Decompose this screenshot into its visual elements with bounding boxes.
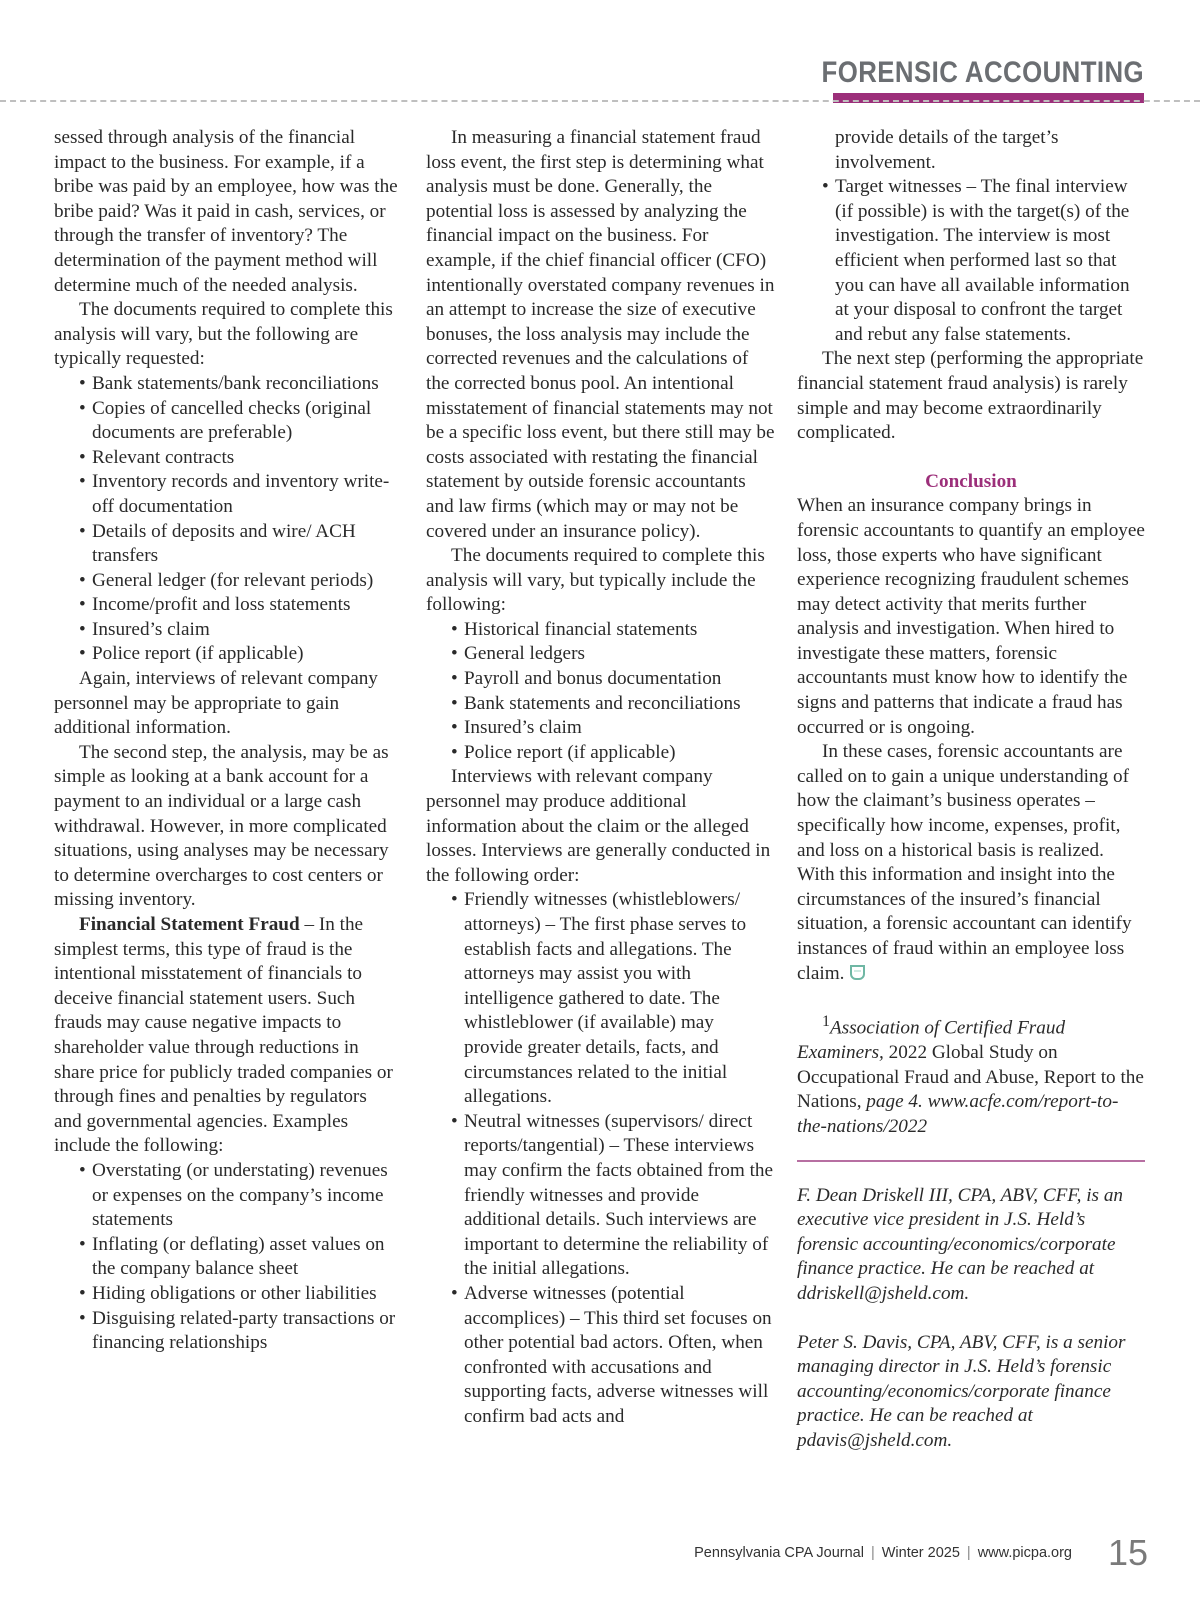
list-item: • Friendly witnesses (whistleblowers/ attorneys) – The first phase serves to establish facts and allegations. The attorneys may assist you with intelligence gathered to date. The whistleblower (if available) may provide greater details, facts, and circumstances related to the initial allegations. (426, 888, 776, 1109)
list-item: • Relevant contracts (54, 446, 399, 471)
column-3 (797, 126, 1145, 1453)
column-1 (54, 126, 399, 1356)
paragraph-text: – In the simplest terms, this type of fraud is the intentional misstatement of financials to deceive financial statement users. Such frauds may cause negative impacts to shareholder value through reductions in share price for publicly traded companies or through fines and penalties by regulators and governmental agencies. Examples include the following: (54, 914, 393, 1157)
list-item: • Disguising related-party transactions or financing relationships (54, 1307, 399, 1356)
website-link[interactable]: www.picpa.org (977, 1545, 1072, 1561)
interviews-list (426, 888, 776, 1429)
list-item: • Inventory records and inventory write-off documentation (54, 470, 399, 519)
paragraph (54, 913, 399, 1159)
list-item: • Target witnesses – The final interview (if possible) is with the target(s) of the investigation. The interview is most efficient when performed last so that you can have all available information at your disposal to confront the target and rebut any false statements. (797, 175, 1145, 347)
documents-list (54, 372, 399, 667)
list-continuation: provide details of the target’s involvement. (835, 127, 1059, 173)
list-item: • Overstating (or understating) revenues or expenses on the company’s income statements (54, 1159, 399, 1233)
list-item: • Details of deposits and wire/ ACH transfers (54, 520, 399, 569)
list-item: • Inflating (or deflating) asset values on the company balance sheet (54, 1233, 399, 1282)
paragraph: The documents required to complete this analysis will vary, but the following are typically requested: (54, 299, 393, 370)
footnote-source: Association of Certified Fraud Examiners, (797, 1017, 1066, 1064)
list-item: • Police report (if applicable) (426, 741, 776, 766)
footer-separator: | (870, 1545, 875, 1561)
paragraph: The second step, the analysis, may be as simple as looking at a bank account for a payment to an individual or a large cash withdrawal. However, in more complicated situations, using analyses may be necessary to determine overcharges to cost centers or missing inventory. (54, 741, 389, 911)
author-bio: Peter S. Davis, CPA, ABV, CFF, is a senior managing director in J.S. Held’s forensic accounting/economics/corporate finance practice. He can be reached at pdavis@jsheld.com. (797, 1331, 1126, 1451)
footnote-marker: 1 (822, 1013, 830, 1031)
examples-list (54, 1159, 399, 1356)
publication-name: Pennsylvania CPA Journal (694, 1545, 864, 1561)
run-in-heading: Financial Statement Fraud (79, 914, 300, 935)
paragraph-text: In these cases, forensic accountants are called on to gain a unique understanding of how the claimant’s business operates – specifically how income, expenses, profit, and loss on a historical basis is realized. With this information and insight into the circumstances of the insured’s financial situation, a forensic accountant can identify instances of fraud within an employee loss claim. (797, 741, 1132, 984)
header-divider (0, 100, 1200, 102)
paragraph: Interviews with relevant company personnel may produce additional information about the claim or the alleged losses. Interviews are generally conducted in the following order: (426, 766, 771, 886)
list-item: • General ledger (for relevant periods) (54, 569, 399, 594)
documents-list (426, 618, 776, 766)
list-item: • Hiding obligations or other liabilities (54, 1282, 399, 1307)
paragraph: When an insurance company brings in forensic accountants to quantify an employee loss, those experts who have significant experience recognizing fraudulent schemes may detect activity that merits further analysis and investigation. When hired to investigate these matters, forensic accountants must know how to identify the signs and patterns that indicate a fraud has occurred or is ongoing. (797, 495, 1145, 738)
paragraph: In measuring a financial statement fraud loss event, the first step is determining what analysis must be done. Generally, the potential loss is assessed by analyzing the financial impact on the business. For example, if the chief financial officer (CFO) intentionally overstated company revenues in an attempt to increase the size of executive bonuses, the loss analysis may include the corrected revenues and the calculations of the corrected bonus pool. An intentional misstatement of financial statements may not be a specific loss event, but there still may be costs associated with restating the financial statement by outside forensic accountants and law firms (which may or may not be covered under an insurance policy). (426, 127, 775, 542)
paragraph (797, 740, 1145, 986)
footnote-text: 2022 Global Study on Occupational Fraud and Abuse, Report to the Nations, (797, 1042, 1144, 1113)
footnote-reference: page 4. www.acfe.com/report-to-the-nations/2022 (797, 1091, 1119, 1137)
section-title: FORENSIC ACCOUNTING (821, 56, 1144, 89)
list-item: • Income/profit and loss statements (54, 593, 399, 618)
list-item: • Bank statements and reconciliations (426, 692, 776, 717)
list-item: • Police report (if applicable) (54, 642, 399, 667)
paragraph: The documents required to complete this analysis will vary, but typically include the following: (426, 545, 765, 616)
list-item: • Insured’s claim (426, 716, 776, 741)
bio-divider (797, 1160, 1145, 1162)
paragraph: The next step (performing the appropriate financial statement fraud analysis) is rarely simple and may become extraordinarily complicated. (797, 348, 1144, 444)
author-bio: F. Dean Driskell III, CPA, ABV, CFF, is an executive vice president in J.S. Held’s forensic accounting/economics/corporate finance practice. He can be reached at ddriskell@jsheld.com. (797, 1184, 1124, 1304)
conclusion-heading: Conclusion (925, 470, 1017, 492)
list-item: • Copies of cancelled checks (original documents are preferable) (54, 397, 399, 446)
list-item: • Payroll and bonus documentation (426, 667, 776, 692)
page-footer (694, 1545, 1072, 1561)
journal-end-mark-icon (850, 965, 865, 980)
footer-separator: | (966, 1545, 971, 1561)
column-2 (426, 126, 776, 1429)
paragraph: Again, interviews of relevant company personnel may be appropriate to gain additional information. (54, 668, 378, 739)
list-item: • General ledgers (426, 642, 776, 667)
list-item: • Neutral witnesses (supervisors/ direct reports/tangential) – These interviews may confirm the facts obtained from the friendly witnesses and provide additional details. Such interviews are important to determine the reliability of the initial allegations. (426, 1110, 776, 1282)
page-number: 15 (1107, 1532, 1148, 1573)
list-item: • Insured’s claim (54, 618, 399, 643)
list-item: • Historical financial statements (426, 618, 776, 643)
footnote (797, 1010, 1145, 1139)
interviews-list-continued (797, 175, 1145, 347)
list-item: • Bank statements/bank reconciliations (54, 372, 399, 397)
list-item: • Adverse witnesses (potential accomplices) – This third set focuses on other potential bad actors. Often, when confronted with accusations and supporting facts, adverse witnesses will confirm bad acts and (426, 1282, 776, 1430)
paragraph: sessed through analysis of the financial impact to the business. For example, if a bribe was paid by an employee, how was the bribe paid? Was it paid in cash, services, or through the transfer of inventory? The determination of the payment method will determine much of the needed analysis. (54, 127, 398, 296)
issue-date: Winter 2025 (881, 1545, 960, 1561)
